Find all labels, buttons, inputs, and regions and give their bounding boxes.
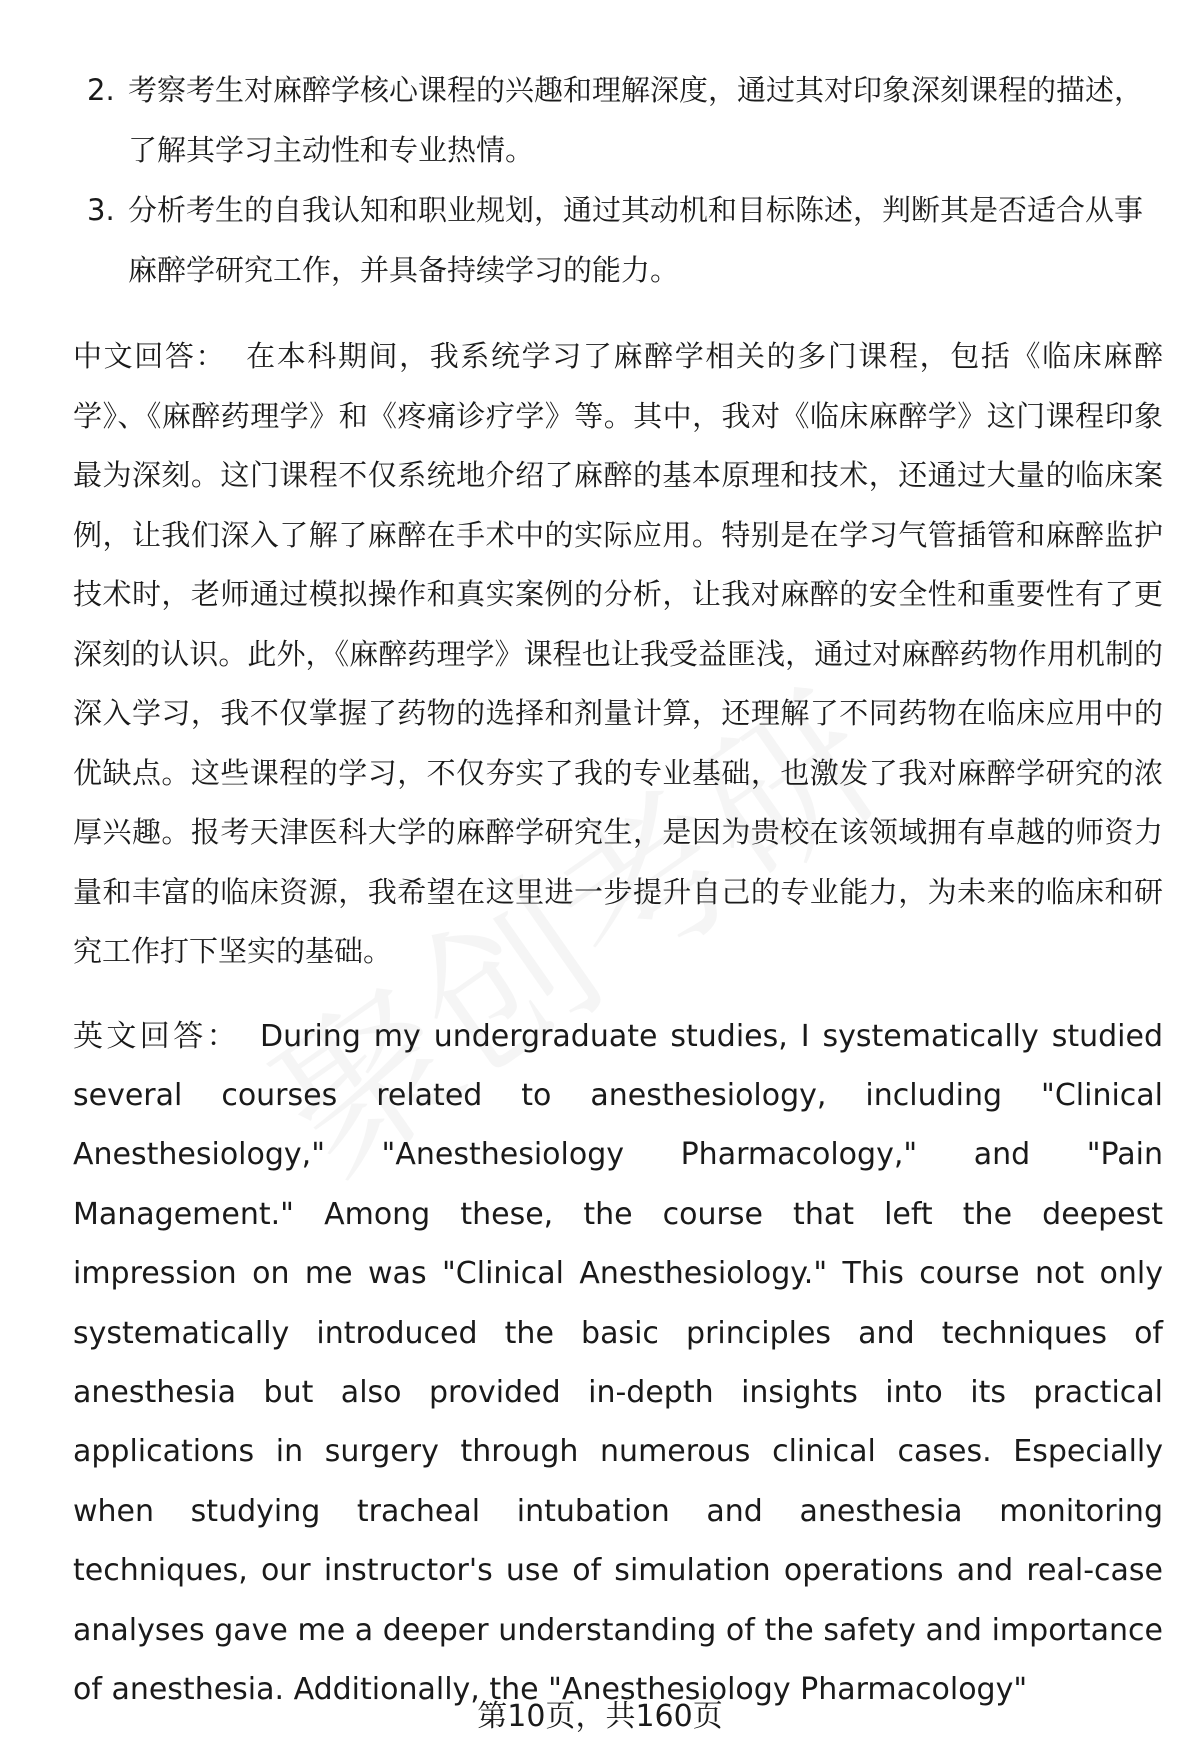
list-item-text: 考察考生对麻醉学核心课程的兴趣和理解深度，通过其对印象深刻课程的描述，了解其学习主动性和专业热情。 bbox=[128, 73, 1144, 167]
english-answer-label: 英文回答： bbox=[73, 1018, 241, 1054]
page-number: 第10页，共160页 bbox=[477, 1699, 723, 1734]
english-answer-text: During my undergraduate studies, I systematically studied several courses related to anesthesiology, including "Clinical Anesthesiology," "Anesthesiology Pharmacology," and "Pain Management." Among these, the course that left the deepest impression on me was "Clinical Anesthesiology." This course not only systematically introduced the basic principles and techniques of anesthesia but also provided in-depth insights into its practical applications in surgery through numerous clinical cases. Especially when studying tracheal intubation and anesthesia monitoring techniques, our instructor's use of simulation operations and real-case analyses gave me a deeper understanding of the safety and importance of anesthesia. Additionally, the "Anesthesiology Pharmacology" bbox=[73, 1018, 1163, 1707]
chinese-answer-label: 中文回答： bbox=[73, 339, 227, 373]
criteria-list bbox=[73, 60, 1163, 300]
chinese-answer bbox=[73, 327, 1163, 982]
list-item bbox=[73, 60, 1163, 180]
chinese-answer-text: 在本科期间，我系统学习了麻醉学相关的多门课程，包括《临床麻醉学》、《麻醉药理学》和《疼痛诊疗学》等。其中，我对《临床麻醉学》这门课程印象最为深刻。这门课程不仅系统地介绍了麻醉的基本原理和技术，还通过大量的临床案例，让我们深入了解了麻醉在手术中的实际应用。特别是在学习气管插管和麻醉监护技术时，老师通过模拟操作和真实案例的分析，让我对麻醉的安全性和重要性有了更深刻的认识。此外，《麻醉药理学》课程也让我受益匪浅，通过对麻醉药物作用机制的深入学习，我不仅掌握了药物的选择和剂量计算，还理解了不同药物在临床应用中的优缺点。这些课程的学习，不仅夯实了我的专业基础，也激发了我对麻醉学研究的浓厚兴趣。报考天津医科大学的麻醉学研究生，是因为贵校在该领域拥有卓越的师资力量和丰富的临床资源，我希望在这里进一步提升自己的专业能力，为未来的临床和研究工作打下坚实的基础。 bbox=[73, 339, 1163, 968]
english-answer bbox=[73, 1007, 1163, 1720]
list-item-number: 2. bbox=[87, 73, 115, 107]
list-item-text: 分析考生的自我认知和职业规划，通过其动机和目标陈述，判断其是否适合从事麻醉学研究工作，并具备持续学习的能力。 bbox=[128, 193, 1144, 287]
list-item-number: 3. bbox=[87, 193, 115, 227]
content bbox=[73, 60, 1163, 1719]
list-item bbox=[73, 180, 1163, 300]
